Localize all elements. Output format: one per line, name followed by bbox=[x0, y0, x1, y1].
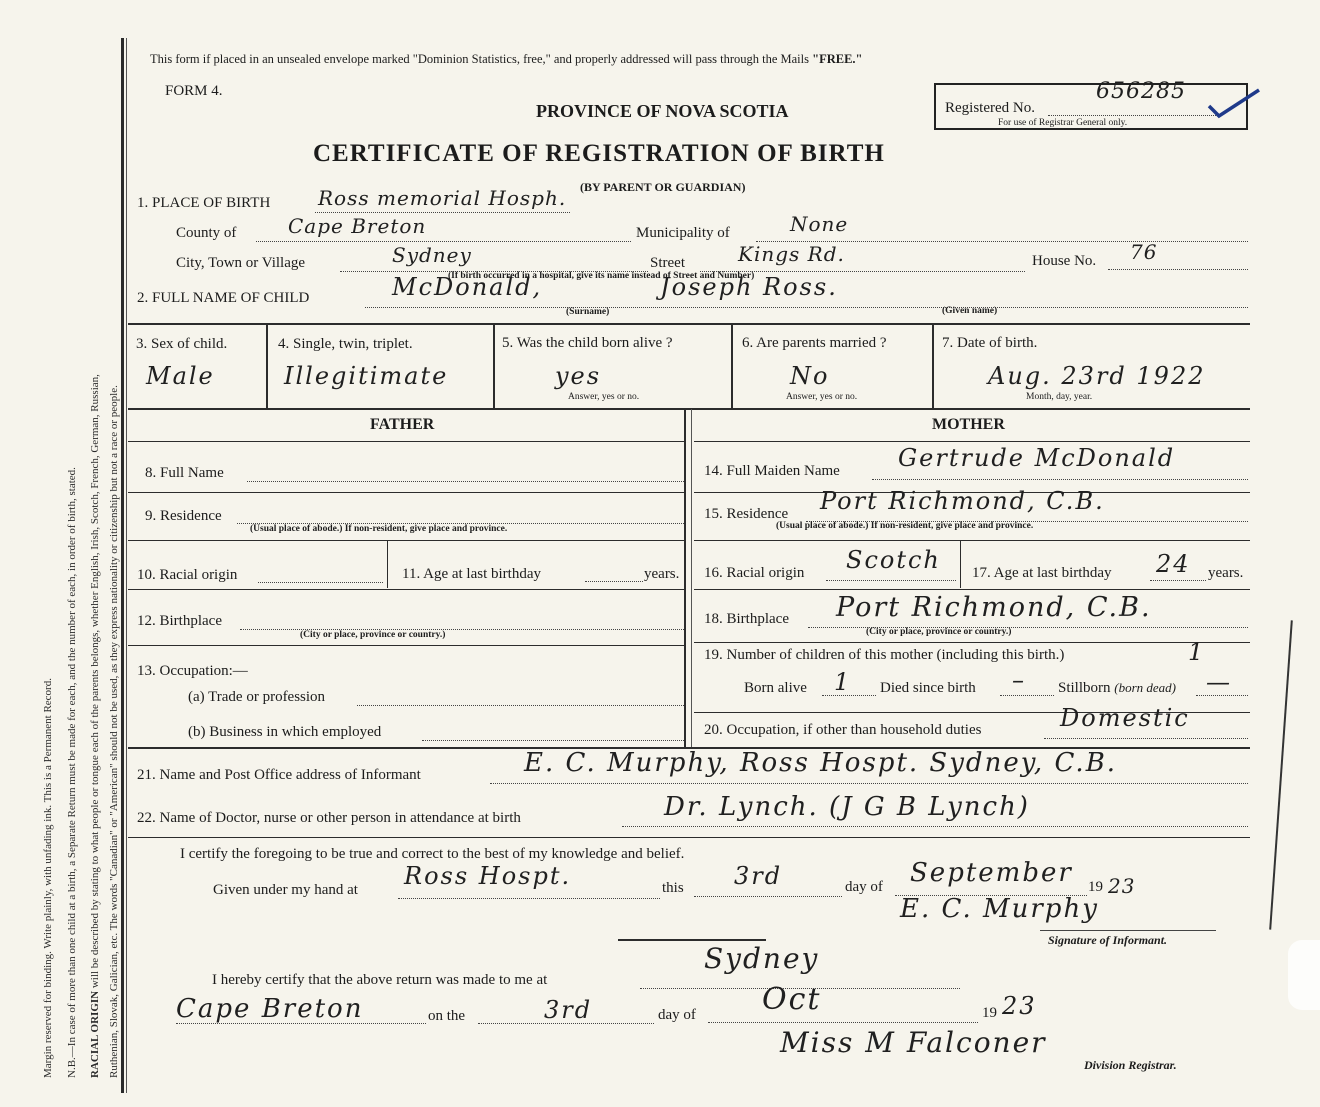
registrar-signature: Miss M Falconer bbox=[780, 1026, 1047, 1059]
birth-date-value: Aug. 23rd 1922 bbox=[988, 362, 1206, 390]
certificate-subtitle: (BY PARENT OR GUARDIAN) bbox=[580, 180, 746, 194]
mother-occupation-label: 20. Occupation, if other than household duties bbox=[704, 722, 982, 738]
registrar-on-the-label: on the bbox=[428, 1008, 466, 1024]
father-birthplace-note: (City or place, province or country.) bbox=[300, 630, 446, 640]
born-alive-question-label: 5. Was the child born alive ? bbox=[502, 335, 673, 351]
surname-note: (Surname) bbox=[566, 307, 610, 317]
certify-month-value: September bbox=[910, 858, 1073, 888]
place-of-birth-label: 1. PLACE OF BIRTH bbox=[137, 195, 271, 211]
registrar-day-value: 3rd bbox=[544, 996, 593, 1024]
mother-residence-note: (Usual place of abode.) If non-resident, give place and province. bbox=[776, 521, 1034, 531]
informant-value: E. C. Murphy, Ross Hospt. Sydney, C.B. bbox=[524, 748, 1118, 778]
registrar-place-value: Sydney bbox=[704, 942, 820, 975]
birth-date-label: 7. Date of birth. bbox=[942, 335, 1038, 351]
born-alive-answer-note: Answer, yes or no. bbox=[568, 392, 640, 402]
plurality-value: Illegitimate bbox=[284, 362, 449, 390]
father-occupation-label: 13. Occupation:— bbox=[137, 663, 248, 679]
province-heading: PROVINCE OF NOVA SCOTIA bbox=[536, 101, 789, 121]
informant-signature: E. C. Murphy bbox=[900, 894, 1099, 924]
certify-statement: I certify the foregoing to be true and correct to the best of my knowledge and belief. bbox=[180, 846, 685, 862]
margin-note-racial-origin: RACIAL ORIGIN will be described by stating to what people or tongue each of the parents belongs, whether English, Irish, Scotch, French, German, Russian, bbox=[89, 374, 101, 1078]
mother-children-label: 19. Number of children of this mother (including this birth.) bbox=[704, 647, 1065, 663]
father-residence-note: (Usual place of abode.) If non-resident, give place and province. bbox=[250, 524, 508, 534]
father-trade-label: (a) Trade or profession bbox=[188, 689, 326, 705]
father-birthplace-label: 12. Birthplace bbox=[137, 613, 222, 629]
place-of-birth-value: Ross memorial Hosph. bbox=[318, 186, 567, 210]
plurality-label: 4. Single, twin, triplet. bbox=[278, 336, 413, 352]
mother-heading: MOTHER bbox=[932, 416, 1005, 433]
father-full-name-label: 8. Full Name bbox=[145, 465, 224, 481]
certify-day-of-label: day of bbox=[845, 879, 883, 895]
form-number: FORM 4. bbox=[165, 83, 223, 99]
margin-note-multiple-births: N.B.—In case of more than one child at a birth, a Separate Return must be made for each, and the number of each, in order of birth, stated. bbox=[66, 467, 78, 1078]
registrar-county-value: Cape Breton bbox=[176, 994, 364, 1024]
mother-residence-value: Port Richmond, C.B. bbox=[820, 487, 1105, 515]
house-number-value: 76 bbox=[1130, 240, 1158, 264]
mother-racial-origin-value: Scotch bbox=[846, 546, 941, 574]
given-under-hand-label: Given under my hand at bbox=[213, 882, 358, 898]
margin-rule-thin bbox=[126, 38, 127, 1093]
mother-maiden-name-value: Gertrude McDonald bbox=[898, 444, 1176, 472]
sex-label: 3. Sex of child. bbox=[136, 336, 228, 352]
sex-value: Male bbox=[146, 362, 215, 390]
mother-age-value: 24 bbox=[1156, 550, 1191, 578]
mother-occupation-value: Domestic bbox=[1060, 704, 1190, 732]
city-label: City, Town or Village bbox=[176, 255, 306, 271]
child-given-name-value: Joseph Ross. bbox=[660, 273, 838, 301]
mother-birthplace-label: 18. Birthplace bbox=[704, 611, 789, 627]
street-label: Street bbox=[650, 255, 685, 271]
stillborn-value: — bbox=[1206, 668, 1232, 696]
mother-residence-label: 15. Residence bbox=[704, 506, 789, 522]
street-value: Kings Rd. bbox=[738, 242, 845, 266]
mother-birthplace-value: Port Richmond, C.B. bbox=[836, 592, 1152, 623]
informant-label: 21. Name and Post Office address of Informant bbox=[137, 767, 421, 783]
mother-age-label: 17. Age at last birthday bbox=[972, 565, 1112, 581]
municipality-label: Municipality of bbox=[636, 225, 730, 241]
this-label: this bbox=[662, 880, 684, 896]
margin-note-binding: Margin reserved for binding. Write plainly, with unfading ink. This is a Permanent Record. bbox=[42, 678, 54, 1078]
paper-edge-tear bbox=[1288, 940, 1320, 1010]
check-mark-icon bbox=[1205, 86, 1265, 122]
city-value: Sydney bbox=[392, 243, 472, 267]
registered-label: Registered No. bbox=[945, 100, 1035, 116]
given-under-hand-value: Ross Hospt. bbox=[404, 862, 572, 890]
parents-married-note: Answer, yes or no. bbox=[786, 392, 858, 402]
mother-children-value: 1 bbox=[1188, 638, 1206, 666]
registrar-year-value: 23 bbox=[1002, 992, 1037, 1020]
doctor-value: Dr. Lynch. (J G B Lynch) bbox=[664, 792, 1030, 822]
father-age-label: 11. Age at last birthday bbox=[402, 566, 541, 582]
father-business-label: (b) Business in which employed bbox=[188, 724, 382, 740]
father-heading: FATHER bbox=[370, 416, 435, 433]
mother-racial-origin-label: 16. Racial origin bbox=[704, 565, 805, 581]
registered-number: 656285 bbox=[1096, 79, 1186, 104]
county-label: County of bbox=[176, 225, 237, 241]
given-name-note: (Given name) bbox=[942, 306, 998, 316]
parents-married-label: 6. Are parents married ? bbox=[742, 335, 887, 351]
informant-signature-label: Signature of Informant. bbox=[1048, 933, 1168, 947]
born-alive-answer-value: yes bbox=[555, 362, 602, 390]
born-alive-label: Born alive bbox=[744, 680, 807, 696]
county-value: Cape Breton bbox=[288, 214, 427, 238]
municipality-value: None bbox=[790, 212, 849, 236]
registrar-year-prefix: 19 bbox=[982, 1005, 997, 1021]
mother-maiden-name-label: 14. Full Maiden Name bbox=[704, 463, 840, 479]
father-age-suffix: years. bbox=[644, 566, 680, 582]
doctor-label: 22. Name of Doctor, nurse or other person in attendance at birth bbox=[137, 810, 521, 826]
registrar-statement: I hereby certify that the above return was made to me at bbox=[212, 972, 548, 988]
house-number-label: House No. bbox=[1032, 253, 1097, 269]
certificate-title: CERTIFICATE OF REGISTRATION OF BIRTH bbox=[313, 140, 885, 167]
died-since-birth-value: – bbox=[1012, 666, 1026, 694]
parents-married-value: No bbox=[790, 362, 830, 390]
margin-note-racial-origin-cont: Ruthenian, Slovak, Galician, etc. The words "Canadian" or "American" should not be used, as they express nationality or citizenship but not a race or people. bbox=[108, 385, 120, 1078]
certify-year-value: 23 bbox=[1108, 874, 1136, 898]
registrar-month-value: Oct bbox=[762, 982, 822, 1017]
registered-number-box bbox=[934, 79, 1248, 130]
certify-year-prefix: 19 bbox=[1088, 879, 1103, 895]
mother-birthplace-note: (City or place, province or country.) bbox=[866, 627, 1012, 637]
registrar-day-of-label: day of bbox=[658, 1007, 696, 1023]
hospital-note: (If birth occurred in a hospital, give its name instead of Street and Number) bbox=[448, 271, 755, 281]
registrar-note: For use of Registrar General only. bbox=[998, 118, 1128, 128]
margin-rule bbox=[121, 38, 124, 1093]
margin-bracket-stroke bbox=[1269, 620, 1293, 929]
registrar-signature-label: Division Registrar. bbox=[1084, 1058, 1177, 1072]
father-racial-origin-label: 10. Racial origin bbox=[137, 567, 238, 583]
father-residence-label: 9. Residence bbox=[145, 508, 222, 524]
birth-date-note: Month, day, year. bbox=[1026, 392, 1093, 402]
child-name-label: 2. FULL NAME OF CHILD bbox=[137, 290, 310, 306]
mail-notice: This form if placed in an unsealed envelope marked "Dominion Statistics, free," and properly addressed will pass through the Mails "FREE." bbox=[150, 52, 863, 66]
mother-age-suffix: years. bbox=[1208, 565, 1244, 581]
stillborn-label: Stillborn (born dead) bbox=[1058, 680, 1177, 696]
died-since-birth-label: Died since birth bbox=[880, 680, 976, 696]
certify-day-value: 3rd bbox=[734, 862, 783, 890]
child-surname-value: McDonald, bbox=[392, 273, 543, 301]
born-alive-value: 1 bbox=[834, 668, 852, 696]
